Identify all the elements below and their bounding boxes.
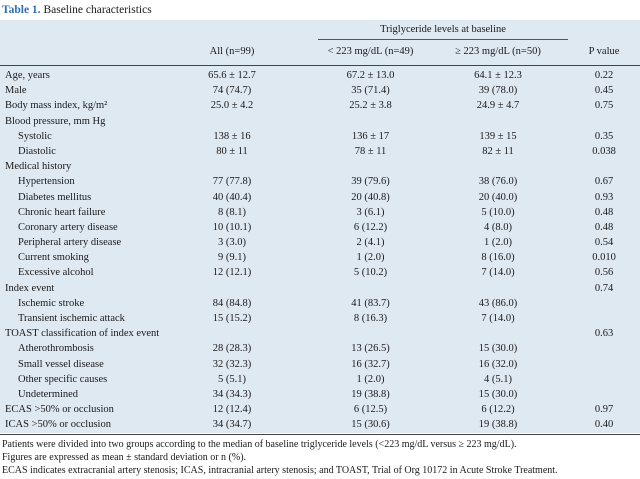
cell-all: 28 (28.3) bbox=[212, 343, 252, 355]
cell-high-tg: 139 ± 15 bbox=[479, 130, 517, 142]
cell-high-tg: 82 ± 11 bbox=[482, 145, 514, 157]
cell-low-tg: 3 (6.1) bbox=[356, 206, 385, 218]
cell-pvalue: 0.48 bbox=[594, 206, 614, 218]
row-label: ECAS >50% or occlusion bbox=[5, 404, 114, 416]
table-row bbox=[0, 311, 640, 326]
table-row bbox=[0, 296, 640, 311]
cell-all: 12 (12.4) bbox=[212, 404, 252, 416]
cell-low-tg: 67.2 ± 13.0 bbox=[346, 70, 395, 81]
row-label: Undetermined bbox=[18, 388, 79, 400]
cell-high-tg: 24.9 ± 4.7 bbox=[476, 100, 520, 112]
cell-pvalue: 0.93 bbox=[594, 191, 614, 203]
cell-high-tg: 6 (12.2) bbox=[481, 404, 515, 416]
cell-low-tg: 41 (83.7) bbox=[351, 297, 390, 309]
table-row bbox=[0, 144, 640, 159]
row-label: Ischemic stroke bbox=[18, 297, 85, 309]
table-row bbox=[0, 387, 640, 402]
table-number: Table 1. bbox=[2, 4, 41, 16]
cell-all: 8 (8.1) bbox=[218, 206, 246, 218]
cell-pvalue: 0.56 bbox=[594, 267, 614, 279]
cell-all: 65.6 ± 12.7 bbox=[208, 70, 256, 81]
cell-low-tg: 136 ± 17 bbox=[351, 130, 390, 142]
table-row bbox=[0, 235, 640, 250]
row-label: Atherothrombosis bbox=[18, 343, 94, 355]
table-row bbox=[0, 417, 640, 432]
cell-all: 77 (77.8) bbox=[212, 176, 252, 188]
cell-pvalue: 0.010 bbox=[592, 252, 616, 264]
table-row bbox=[0, 372, 640, 387]
row-label: TOAST classification of index event bbox=[5, 328, 160, 340]
cell-pvalue: 0.48 bbox=[594, 221, 614, 233]
header-rule bbox=[0, 65, 640, 66]
cell-high-tg: 5 (10.0) bbox=[481, 206, 515, 218]
cell-all: 40 (40.4) bbox=[212, 191, 252, 203]
cell-all: 9 (9.1) bbox=[218, 252, 246, 264]
row-label: Current smoking bbox=[18, 252, 89, 264]
table-row bbox=[0, 281, 640, 296]
row-label: Body mass index, kg/m² bbox=[5, 100, 108, 112]
cell-all: 5 (5.1) bbox=[218, 373, 246, 385]
table-row bbox=[0, 402, 640, 417]
row-label: Diabetes mellitus bbox=[18, 191, 92, 203]
cell-all: 74 (74.7) bbox=[212, 85, 252, 97]
table-row bbox=[0, 205, 640, 220]
cell-low-tg: 1 (2.0) bbox=[356, 252, 385, 264]
table-row bbox=[0, 68, 640, 83]
cell-all: 138 ± 16 bbox=[213, 130, 251, 142]
cell-all: 32 (32.3) bbox=[212, 358, 252, 370]
row-label: Chronic heart failure bbox=[18, 206, 106, 218]
cell-pvalue: 0.97 bbox=[594, 404, 614, 416]
cell-high-tg: 19 (38.8) bbox=[478, 419, 518, 431]
cell-high-tg: 7 (14.0) bbox=[481, 267, 515, 279]
cell-high-tg: 16 (32.0) bbox=[478, 358, 518, 370]
col-header-low: < 223 mg/dL (n=49) bbox=[327, 46, 414, 57]
cell-low-tg: 8 (16.3) bbox=[353, 313, 388, 324]
col-header-pvalue: P value bbox=[588, 46, 620, 57]
cell-pvalue: 0.038 bbox=[592, 145, 616, 157]
cell-high-tg: 7 (14.0) bbox=[481, 313, 515, 324]
cell-all: 12 (12.1) bbox=[212, 267, 252, 279]
cell-high-tg: 4 (5.1) bbox=[484, 373, 512, 385]
cell-all: 34 (34.7) bbox=[212, 419, 252, 431]
cell-low-tg: 6 (12.5) bbox=[353, 404, 388, 416]
table-row bbox=[0, 159, 640, 174]
cell-low-tg: 5 (10.2) bbox=[353, 267, 388, 279]
cell-high-tg: 43 (86.0) bbox=[478, 297, 518, 309]
cell-all: 3 (3.0) bbox=[218, 237, 246, 249]
row-label: Coronary artery disease bbox=[18, 221, 118, 233]
table-row bbox=[0, 174, 640, 189]
row-label: Excessive alcohol bbox=[18, 267, 94, 279]
cell-low-tg: 16 (32.7) bbox=[351, 358, 390, 370]
cell-high-tg: 8 (16.0) bbox=[481, 252, 515, 264]
cell-all: 34 (34.3) bbox=[212, 388, 252, 400]
cell-high-tg: 38 (76.0) bbox=[478, 176, 518, 188]
table-row bbox=[0, 114, 640, 129]
cell-high-tg: 39 (78.0) bbox=[478, 85, 518, 97]
cell-low-tg: 20 (40.8) bbox=[351, 191, 390, 203]
cell-all: 25.0 ± 4.2 bbox=[210, 100, 254, 112]
row-label: Systolic bbox=[18, 130, 52, 142]
table-notes bbox=[2, 438, 558, 477]
table-row bbox=[0, 190, 640, 205]
table-rows bbox=[0, 68, 640, 433]
row-label: Transient ischemic attack bbox=[18, 313, 125, 324]
cell-low-tg: 2 (4.1) bbox=[356, 237, 385, 249]
cell-all: 15 (15.2) bbox=[212, 313, 252, 324]
row-label: Peripheral artery disease bbox=[18, 237, 122, 249]
table-title bbox=[2, 0, 152, 20]
spanning-header-rule bbox=[318, 39, 568, 40]
col-header-all: All (n=99) bbox=[209, 46, 255, 57]
row-label: ICAS >50% or occlusion bbox=[5, 419, 111, 431]
table-row bbox=[0, 129, 640, 144]
cell-low-tg: 15 (30.6) bbox=[351, 419, 390, 431]
table-row bbox=[0, 250, 640, 265]
table-row bbox=[0, 220, 640, 235]
row-label: Diastolic bbox=[18, 145, 56, 157]
table-row bbox=[0, 326, 640, 341]
row-label: Male bbox=[5, 85, 27, 97]
note-line: Patients were divided into two groups according to the median of baseline triglyceride levels (<223 mg/dL versus ≥ 223 mg/dL). bbox=[2, 439, 517, 450]
cell-high-tg: 1 (2.0) bbox=[484, 237, 512, 249]
note-line: ECAS indicates extracranial artery stenosis; ICAS, intracranial artery stenosis; and TOAST, Trial of Org 10172 in Acute Stroke Treatment. bbox=[2, 465, 558, 476]
table-header bbox=[0, 20, 640, 64]
cell-pvalue: 0.74 bbox=[594, 282, 614, 294]
row-label: Blood pressure, mm Hg bbox=[5, 115, 106, 127]
cell-pvalue: 0.67 bbox=[594, 176, 614, 188]
cell-low-tg: 39 (79.6) bbox=[351, 176, 390, 188]
row-label: Hypertension bbox=[18, 176, 75, 188]
row-label: Index event bbox=[5, 282, 55, 294]
cell-low-tg: 1 (2.0) bbox=[356, 373, 385, 385]
row-label: Other specific causes bbox=[18, 373, 108, 385]
bottom-rule bbox=[0, 434, 640, 435]
table-row bbox=[0, 98, 640, 113]
cell-all: 84 (84.8) bbox=[212, 297, 252, 309]
col-header-high: ≥ 223 mg/dL (n=50) bbox=[455, 46, 541, 57]
cell-pvalue: 0.54 bbox=[594, 237, 614, 249]
cell-pvalue: 0.35 bbox=[594, 130, 614, 142]
cell-pvalue: 0.40 bbox=[594, 419, 614, 431]
cell-pvalue: 0.75 bbox=[594, 100, 614, 112]
cell-high-tg: 15 (30.0) bbox=[478, 388, 518, 400]
cell-high-tg: 20 (40.0) bbox=[478, 191, 518, 203]
table-body bbox=[0, 20, 640, 433]
cell-low-tg: 19 (38.8) bbox=[351, 388, 390, 400]
cell-pvalue: 0.63 bbox=[594, 328, 614, 340]
cell-high-tg: 64.1 ± 12.3 bbox=[474, 70, 522, 81]
cell-high-tg: 15 (30.0) bbox=[478, 343, 518, 355]
cell-pvalue: 0.45 bbox=[594, 85, 614, 97]
cell-low-tg: 35 (71.4) bbox=[351, 85, 390, 97]
table-row bbox=[0, 357, 640, 372]
cell-pvalue: 0.22 bbox=[594, 70, 614, 81]
row-label: Small vessel disease bbox=[18, 358, 104, 370]
cell-low-tg: 13 (26.5) bbox=[351, 343, 390, 355]
cell-low-tg: 6 (12.2) bbox=[353, 221, 388, 233]
spanning-header: Triglyceride levels at baseline bbox=[380, 24, 506, 35]
row-label: Age, years bbox=[5, 70, 50, 81]
cell-low-tg: 25.2 ± 3.8 bbox=[349, 100, 392, 112]
cell-all: 80 ± 11 bbox=[216, 145, 248, 157]
table-row bbox=[0, 265, 640, 280]
table-caption: Baseline characteristics bbox=[43, 4, 152, 16]
cell-high-tg: 4 (8.0) bbox=[484, 221, 512, 233]
note-line: Figures are expressed as mean ± standard deviation or n (%). bbox=[2, 452, 247, 463]
table-row bbox=[0, 83, 640, 98]
table-row bbox=[0, 341, 640, 356]
cell-low-tg: 78 ± 11 bbox=[354, 145, 387, 157]
cell-all: 10 (10.1) bbox=[212, 221, 252, 233]
row-label: Medical history bbox=[5, 161, 72, 173]
